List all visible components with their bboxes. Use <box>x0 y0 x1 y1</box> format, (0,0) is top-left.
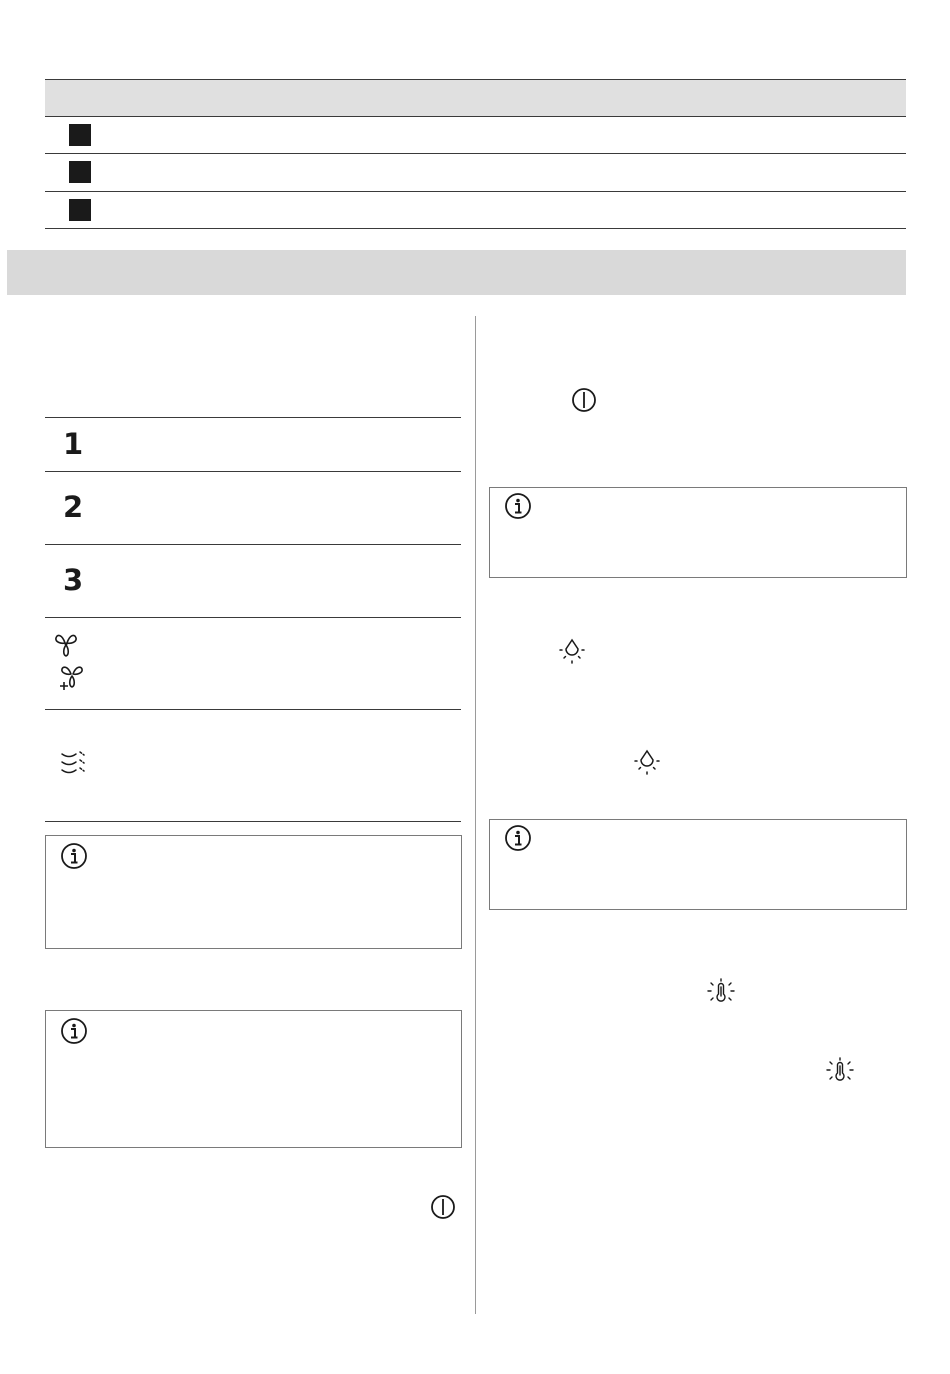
power-icon <box>430 1194 456 1220</box>
filter-indicator-icon <box>707 978 735 1006</box>
info-icon <box>504 824 532 852</box>
light-icon <box>633 747 661 775</box>
info-note-box <box>45 835 462 949</box>
key-number: 3 <box>63 563 84 597</box>
key-number: 1 <box>63 427 84 461</box>
info-icon <box>60 1017 88 1045</box>
info-icon <box>60 842 88 870</box>
info-icon <box>504 492 532 520</box>
black-square-marker <box>69 161 91 183</box>
keys-table-bottom-rule <box>45 821 461 822</box>
keys-table-divider <box>45 544 461 545</box>
filter-indicator-icon <box>826 1057 854 1085</box>
black-square-marker <box>69 199 91 221</box>
keys-table-divider <box>45 617 461 618</box>
keys-table-divider <box>45 709 461 710</box>
info-note-box <box>489 487 907 578</box>
section-heading-bar <box>7 250 906 295</box>
table-header <box>45 79 906 117</box>
column-divider <box>475 316 476 1314</box>
table-row-divider <box>45 153 906 154</box>
light-icon <box>558 636 586 664</box>
key-number: 2 <box>63 490 84 524</box>
table-bottom-rule <box>45 228 906 229</box>
power-icon <box>571 387 597 413</box>
table-row-divider <box>45 191 906 192</box>
fan-icon <box>54 632 78 658</box>
black-square-marker <box>69 124 91 146</box>
fan-boost-icon <box>58 664 86 692</box>
hob2hood-icon <box>60 748 88 778</box>
keys-table-divider <box>45 471 461 472</box>
info-note-box <box>489 819 907 910</box>
info-note-box <box>45 1010 462 1148</box>
keys-table-top-rule <box>45 417 461 418</box>
